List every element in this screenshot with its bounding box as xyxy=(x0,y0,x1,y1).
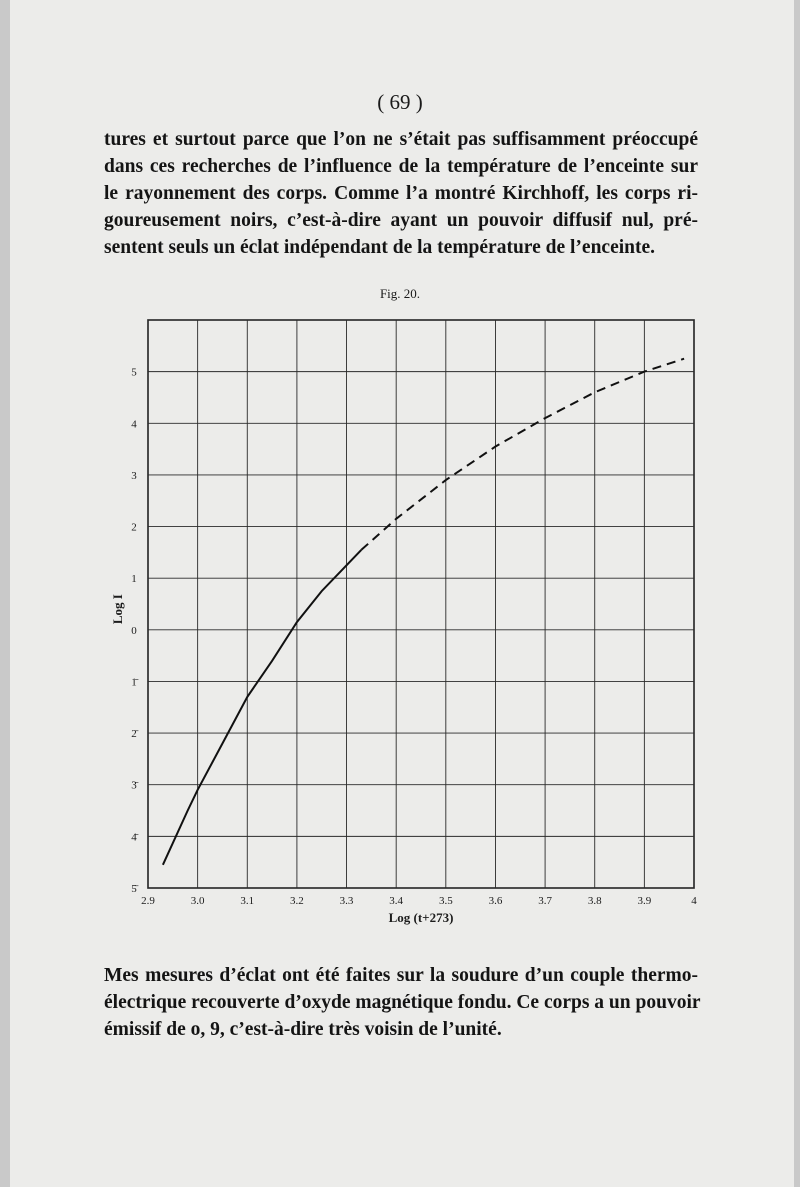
y-tick-label: 2 xyxy=(131,521,137,534)
curve-dashed xyxy=(361,359,684,550)
x-tick-label: 3.7 xyxy=(538,895,552,907)
y-tick-label: 4̄ xyxy=(131,831,137,844)
y-tick-label: 5 xyxy=(131,366,137,379)
x-tick-label: 3.2 xyxy=(290,895,304,907)
y-tick-label: 3 xyxy=(131,469,137,482)
text-line: sentent seuls un éclat indépendant de la température de l’enceinte. xyxy=(104,237,656,258)
text-line: émissif de o, 9, c’est-à-dire très voisin de l’unité. xyxy=(104,1019,502,1040)
page-number: ( 69 ) xyxy=(377,90,423,114)
x-tick-label: 3.1 xyxy=(240,895,255,907)
x-tick-label: 3.3 xyxy=(339,895,354,907)
text-line: goureusement noirs, c’est-à-dire ayant un pouvoir diffusif nul, pré- xyxy=(104,210,698,231)
x-tick-label: 3.0 xyxy=(190,895,205,907)
text-line: Mes mesures d’éclat ont été faites sur la soudure d’un couple thermo- xyxy=(104,965,698,986)
text-line: dans ces recherches de l’influence de la température de l’enceinte sur xyxy=(104,156,698,177)
x-tick-label: 2.9 xyxy=(141,895,155,907)
y-tick-label: 1 xyxy=(131,573,137,586)
x-tick-label: 3.4 xyxy=(389,895,404,907)
y-tick-label: 2̄ xyxy=(131,728,137,741)
text-line: le rayonnement des corps. Comme l’a montré Kirchhoff, les corps ri- xyxy=(104,183,698,204)
text-line: tures et surtout parce que l’on ne s’était pas suffisamment préoccupé xyxy=(104,129,698,150)
y-tick-label: 4 xyxy=(131,418,137,431)
y-tick-label: 5̄ xyxy=(131,883,137,895)
x-axis-title: Log (t+273) xyxy=(388,910,454,925)
x-tick-label: 3.6 xyxy=(488,895,503,907)
figure-caption: Fig. 20. xyxy=(379,286,421,301)
y-tick-label: 0 xyxy=(131,624,137,637)
curve-solid xyxy=(163,550,362,865)
plot-frame xyxy=(148,320,694,888)
text-line: électrique recouverte d’oxyde magnétique fondu. Ce corps a un pouvoir xyxy=(104,992,701,1013)
paragraph-bottom xyxy=(104,962,701,1043)
x-tick-label: 3.5 xyxy=(438,895,453,907)
x-tick-label: 3.9 xyxy=(637,895,652,907)
y-tick-label: 1̄ xyxy=(131,676,137,689)
y-tick-label: 3̄ xyxy=(131,779,137,792)
x-tick-label: 4 xyxy=(691,895,697,907)
y-axis-title: Log I xyxy=(110,594,125,625)
x-tick-label: 3.8 xyxy=(587,895,602,907)
